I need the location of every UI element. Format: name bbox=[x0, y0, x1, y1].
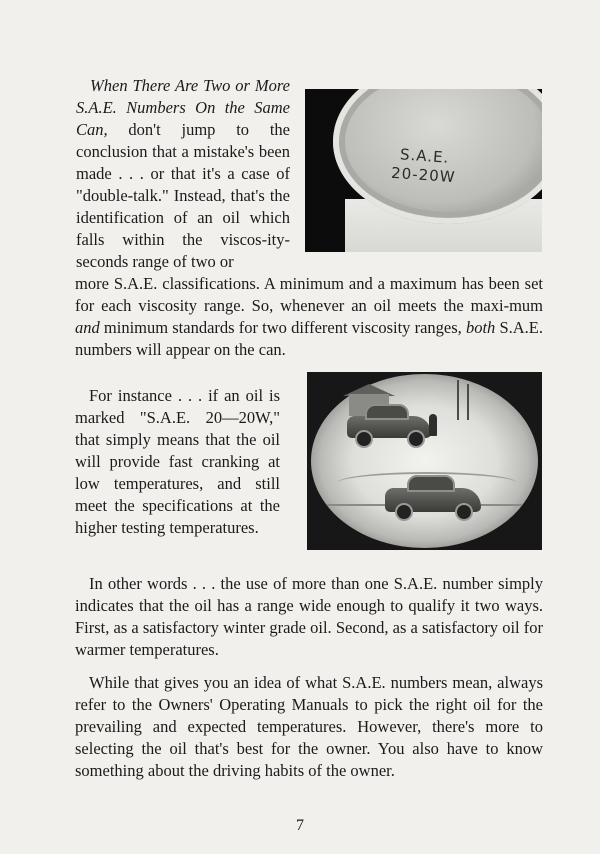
paragraph-text: minimum standards for two different viscosity ranges, bbox=[99, 318, 466, 337]
can-label bbox=[368, 143, 480, 189]
italic-and: and bbox=[75, 318, 100, 337]
car-cab bbox=[365, 404, 409, 420]
car-cab bbox=[407, 475, 455, 492]
tree bbox=[457, 380, 459, 420]
car-summer bbox=[385, 488, 481, 512]
can-label-line2: 20-20W bbox=[390, 163, 457, 187]
paragraph-sae-numbers-continued bbox=[75, 273, 543, 361]
italic-both: both bbox=[465, 318, 496, 337]
paragraph-lead-italic: When There Are Two or More S.A.E. Numbers On the Same Can, bbox=[76, 76, 290, 139]
can-label-line1: S.A.E. bbox=[399, 145, 450, 167]
vignette-glow bbox=[311, 374, 538, 548]
car-wheel bbox=[407, 430, 425, 448]
paragraph-text: don't jump to the conclusion that a mistake's been made . . . or that it's a case of "double-talk." Instead, that's the identification of an oil which falls within the viscos-ity-seconds range of two or bbox=[76, 120, 290, 271]
car-wheel bbox=[355, 430, 373, 448]
car-wheel bbox=[455, 503, 473, 521]
person-figure bbox=[429, 414, 437, 436]
paragraph-text: more S.A.E. classifications. A minimum and a maximum has been set for each viscosity range. So, whenever an oil meets the maxi-mum bbox=[75, 274, 543, 315]
cars-vignette-photo bbox=[307, 372, 542, 550]
car-winter bbox=[347, 416, 431, 438]
paragraph-while-that: While that gives you an idea of what S.A.E. numbers mean, always refer to the Owners' Operating Manuals to pick the right oil for the prevailing and expected temperatures. However, there's more to selecting the oil that's best for the owner. You also have to know something about the driving habits of the owner. bbox=[75, 673, 543, 780]
car-wheel bbox=[395, 503, 413, 521]
oil-can-photo bbox=[305, 89, 542, 252]
paragraph-sae-numbers bbox=[76, 75, 290, 273]
tree bbox=[467, 384, 469, 420]
paragraph-in-other-words: In other words . . . the use of more than one S.A.E. number simply indicates that the oil has a range wide enough to qualify it two ways. First, as a satisfactory winter grade oil. Second, as a satisfactory oil for warmer temperatures. bbox=[75, 574, 543, 659]
paragraph-for-instance: For instance . . . if an oil is marked "S.A.E. 20—20W," that simply means that the oil will provide fast cranking at low temperatures, and still meet the specifications at the higher testing temperatures. bbox=[75, 386, 280, 537]
page-number: 7 bbox=[296, 817, 304, 834]
paragraph-text: S.A.E. numbers will appear on the can. bbox=[75, 318, 543, 359]
